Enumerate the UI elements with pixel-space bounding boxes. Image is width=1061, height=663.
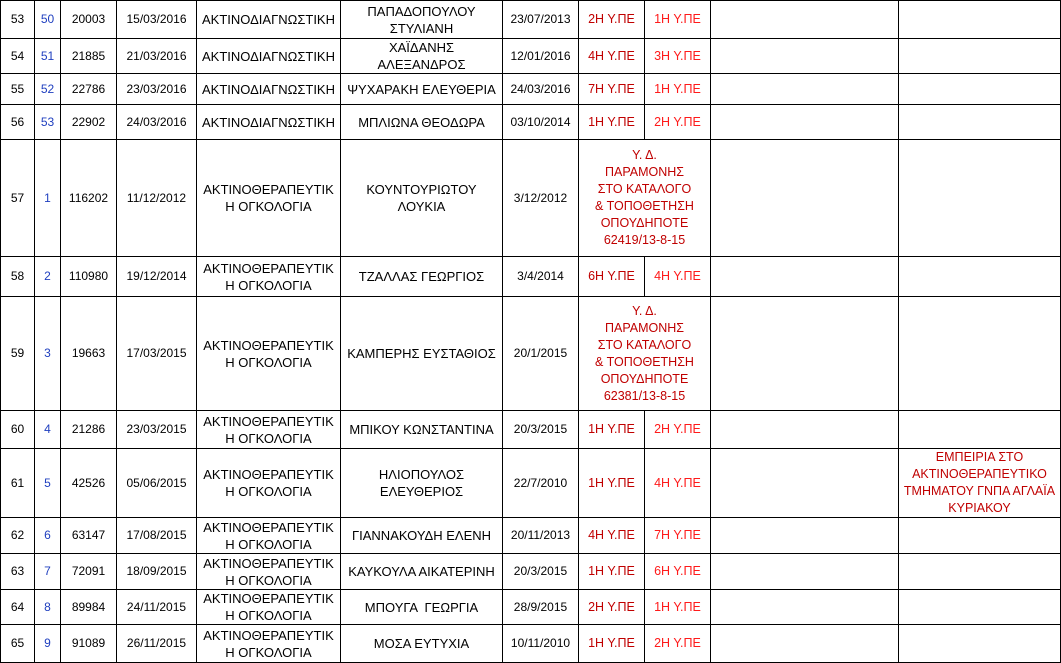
- row-number: 61: [1, 449, 35, 518]
- specialty: ΑΚΤΙΝΟΘΕΡΑΠΕΥΤΙΚ Η ΟΓΚΟΛΟΓΙΑ: [197, 554, 341, 590]
- choice-1: 1Η Υ.ΠΕ: [579, 554, 645, 590]
- empty-cell: [899, 590, 1061, 625]
- specialty-date: 20/3/2015: [503, 411, 579, 449]
- table-row: [1, 39, 1061, 74]
- candidate-name: ΓΙΑΝΝΑΚΟΥΔΗ ΕΛΕΝΗ: [341, 518, 503, 554]
- choice-2: 1Η Υ.ΠΕ: [645, 1, 711, 39]
- empty-cell: [899, 411, 1061, 449]
- choice-2: 6Η Υ.ΠΕ: [645, 554, 711, 590]
- row-number: 65: [1, 625, 35, 663]
- protocol-number: 21885: [61, 39, 117, 74]
- specialty-date: 24/03/2016: [503, 74, 579, 105]
- candidate-name: ΜΟΣΑ ΕΥΤΥΧΙΑ: [341, 625, 503, 663]
- choice-2: 4Η Υ.ΠΕ: [645, 257, 711, 297]
- row-number: 60: [1, 411, 35, 449]
- specialty: ΑΚΤΙΝΟΘΕΡΑΠΕΥΤΙΚ Η ΟΓΚΟΛΟΓΙΑ: [197, 411, 341, 449]
- choice-1: 4Η Υ.ΠΕ: [579, 518, 645, 554]
- empty-cell: [899, 74, 1061, 105]
- candidate-name: ΚΟΥΝΤΟΥΡΙΩΤΟΥ ΛΟΥΚΙΑ: [341, 140, 503, 257]
- candidate-name: ΜΠΙΚΟΥ ΚΩΝΣΤΑΝΤΙΝΑ: [341, 411, 503, 449]
- choice-1: 1Η Υ.ΠΕ: [579, 411, 645, 449]
- candidate-name: ΤΖΑΛΛΑΣ ΓΕΩΡΓΙΟΣ: [341, 257, 503, 297]
- specialty: ΑΚΤΙΝΟΔΙΑΓΝΩΣΤΙΚΗ: [197, 1, 341, 39]
- choice-2: 2Η Υ.ΠΕ: [645, 105, 711, 140]
- rank-index: 52: [35, 74, 61, 105]
- choice-1: 2Η Υ.ΠΕ: [579, 1, 645, 39]
- protocol-number: 63147: [61, 518, 117, 554]
- empty-cell: [711, 625, 899, 663]
- row-number: 63: [1, 554, 35, 590]
- application-date: 11/12/2012: [117, 140, 197, 257]
- application-date: 17/03/2015: [117, 297, 197, 411]
- protocol-number: 22902: [61, 105, 117, 140]
- empty-cell: [711, 590, 899, 625]
- protocol-number: 89984: [61, 590, 117, 625]
- rank-index: 6: [35, 518, 61, 554]
- protocol-number: 110980: [61, 257, 117, 297]
- choice-2: 1Η Υ.ΠΕ: [645, 590, 711, 625]
- rank-index: 1: [35, 140, 61, 257]
- application-date: 23/03/2016: [117, 74, 197, 105]
- application-date: 18/09/2015: [117, 554, 197, 590]
- empty-cell: [711, 297, 899, 411]
- specialty-date: 03/10/2014: [503, 105, 579, 140]
- rank-index: 53: [35, 105, 61, 140]
- row-number: 64: [1, 590, 35, 625]
- specialty-date: 10/11/2010: [503, 625, 579, 663]
- row-number: 55: [1, 74, 35, 105]
- specialty-date: 22/7/2010: [503, 449, 579, 518]
- protocol-number: 21286: [61, 411, 117, 449]
- table-row: [1, 625, 1061, 663]
- rank-index: 51: [35, 39, 61, 74]
- specialty-date: 23/07/2013: [503, 1, 579, 39]
- empty-cell: [711, 411, 899, 449]
- choice-1: 1Η Υ.ΠΕ: [579, 449, 645, 518]
- empty-cell: [711, 257, 899, 297]
- table-row: [1, 297, 1061, 411]
- protocol-number: 22786: [61, 74, 117, 105]
- empty-cell: [899, 257, 1061, 297]
- candidate-name: ΗΛΙΟΠΟΥΛΟΣ ΕΛΕΥΘΕΡΙΟΣ: [341, 449, 503, 518]
- specialty-date: 20/1/2015: [503, 297, 579, 411]
- specialty: ΑΚΤΙΝΟΘΕΡΑΠΕΥΤΙΚ Η ΟΓΚΟΛΟΓΙΑ: [197, 140, 341, 257]
- application-date: 24/11/2015: [117, 590, 197, 625]
- table-row: [1, 590, 1061, 625]
- empty-cell: [711, 554, 899, 590]
- protocol-number: 116202: [61, 140, 117, 257]
- rank-index: 7: [35, 554, 61, 590]
- empty-cell: [899, 554, 1061, 590]
- empty-cell: [899, 625, 1061, 663]
- specialty: ΑΚΤΙΝΟΘΕΡΑΠΕΥΤΙΚ Η ΟΓΚΟΛΟΓΙΑ: [197, 297, 341, 411]
- rank-index: 4: [35, 411, 61, 449]
- specialty: ΑΚΤΙΝΟΘΕΡΑΠΕΥΤΙΚ Η ΟΓΚΟΛΟΓΙΑ: [197, 590, 341, 625]
- empty-cell: [711, 518, 899, 554]
- table-row: [1, 257, 1061, 297]
- specialty-date: 20/11/2013: [503, 518, 579, 554]
- candidate-name: ΧΑΪΔΑΝΗΣ ΑΛΕΞΑΝΔΡΟΣ: [341, 39, 503, 74]
- table-row: [1, 140, 1061, 257]
- application-date: 19/12/2014: [117, 257, 197, 297]
- specialty: ΑΚΤΙΝΟΔΙΑΓΝΩΣΤΙΚΗ: [197, 39, 341, 74]
- application-date: 05/06/2015: [117, 449, 197, 518]
- table-row: [1, 411, 1061, 449]
- empty-cell: [899, 39, 1061, 74]
- candidate-name: ΠΑΠΑΔΟΠΟΥΛΟΥ ΣΤΥΛΙΑΝΗ: [341, 1, 503, 39]
- application-date: 26/11/2015: [117, 625, 197, 663]
- empty-cell: [711, 74, 899, 105]
- table-row: [1, 518, 1061, 554]
- empty-cell: [711, 449, 899, 518]
- rank-index: 9: [35, 625, 61, 663]
- protocol-number: 72091: [61, 554, 117, 590]
- choice-2: 1Η Υ.ΠΕ: [645, 74, 711, 105]
- experience-note: ΕΜΠΕΙΡΙΑ ΣΤΟ ΑΚΤΙΝΟΘΕΡΑΠΕΥΤΙΚΟ ΤΜΗΜΑΤΟΥ ΓΝΠΑ ΑΓΛΑΪΑ ΚΥΡΙΑΚΟΥ: [899, 449, 1061, 518]
- row-number: 53: [1, 1, 35, 39]
- protocol-number: 20003: [61, 1, 117, 39]
- choice-2: 2Η Υ.ΠΕ: [645, 625, 711, 663]
- empty-cell: [711, 105, 899, 140]
- empty-cell: [899, 1, 1061, 39]
- specialty: ΑΚΤΙΝΟΔΙΑΓΝΩΣΤΙΚΗ: [197, 74, 341, 105]
- choice-1: 4Η Υ.ΠΕ: [579, 39, 645, 74]
- candidate-name: ΜΠΟΥΓΑ ΓΕΩΡΓΙΑ: [341, 590, 503, 625]
- rank-index: 3: [35, 297, 61, 411]
- rank-index: 2: [35, 257, 61, 297]
- application-date: 17/08/2015: [117, 518, 197, 554]
- row-number: 58: [1, 257, 35, 297]
- choice-1: 1Η Υ.ΠΕ: [579, 105, 645, 140]
- specialty-date: 20/3/2015: [503, 554, 579, 590]
- table-row: [1, 105, 1061, 140]
- choice-1: 1Η Υ.ΠΕ: [579, 625, 645, 663]
- specialty-date: 12/01/2016: [503, 39, 579, 74]
- row-number: 56: [1, 105, 35, 140]
- protocol-number: 42526: [61, 449, 117, 518]
- empty-cell: [899, 105, 1061, 140]
- application-date: 23/03/2015: [117, 411, 197, 449]
- application-date: 24/03/2016: [117, 105, 197, 140]
- candidate-name: ΚΑΜΠΕΡΗΣ ΕΥΣΤΑΘΙΟΣ: [341, 297, 503, 411]
- specialty-date: 3/12/2012: [503, 140, 579, 257]
- specialty-date: 3/4/2014: [503, 257, 579, 297]
- candidate-name: ΚΑΥΚΟΥΛΑ ΑΙΚΑΤΕΡΙΝΗ: [341, 554, 503, 590]
- choice-1: 7Η Υ.ΠΕ: [579, 74, 645, 105]
- empty-cell: [711, 39, 899, 74]
- status-note: Υ. Δ. ΠΑΡΑΜΟΝΗΣ ΣΤΟ ΚΑΤΑΛΟΓΟ & ΤΟΠΟΘΕΤΗΣΗ ΟΠΟΥΔΗΠΟΤΕ 62419/13-8-15: [579, 140, 711, 257]
- table-row: [1, 74, 1061, 105]
- empty-cell: [711, 1, 899, 39]
- choice-1: 2Η Υ.ΠΕ: [579, 590, 645, 625]
- rank-index: 50: [35, 1, 61, 39]
- application-date: 15/03/2016: [117, 1, 197, 39]
- choice-2: 4Η Υ.ΠΕ: [645, 449, 711, 518]
- choice-2: 2Η Υ.ΠΕ: [645, 411, 711, 449]
- specialty-date: 28/9/2015: [503, 590, 579, 625]
- row-number: 54: [1, 39, 35, 74]
- empty-cell: [899, 297, 1061, 411]
- table-row: [1, 554, 1061, 590]
- empty-cell: [711, 140, 899, 257]
- specialty: ΑΚΤΙΝΟΘΕΡΑΠΕΥΤΙΚ Η ΟΓΚΟΛΟΓΙΑ: [197, 518, 341, 554]
- application-date: 21/03/2016: [117, 39, 197, 74]
- row-number: 57: [1, 140, 35, 257]
- rank-index: 8: [35, 590, 61, 625]
- empty-cell: [899, 140, 1061, 257]
- specialty: ΑΚΤΙΝΟΔΙΑΓΝΩΣΤΙΚΗ: [197, 105, 341, 140]
- table-row: [1, 449, 1061, 518]
- empty-cell: [899, 518, 1061, 554]
- choice-2: 7Η Υ.ΠΕ: [645, 518, 711, 554]
- row-number: 59: [1, 297, 35, 411]
- status-note: Υ. Δ. ΠΑΡΑΜΟΝΗΣ ΣΤΟ ΚΑΤΑΛΟΓΟ & ΤΟΠΟΘΕΤΗΣΗ ΟΠΟΥΔΗΠΟΤΕ 62381/13-8-15: [579, 297, 711, 411]
- candidate-name: ΨΥΧΑΡΑΚΗ ΕΛΕΥΘΕΡΙΑ: [341, 74, 503, 105]
- protocol-number: 19663: [61, 297, 117, 411]
- specialty: ΑΚΤΙΝΟΘΕΡΑΠΕΥΤΙΚ Η ΟΓΚΟΛΟΓΙΑ: [197, 625, 341, 663]
- specialty: ΑΚΤΙΝΟΘΕΡΑΠΕΥΤΙΚ Η ΟΓΚΟΛΟΓΙΑ: [197, 257, 341, 297]
- candidate-name: ΜΠΛΙΩΝΑ ΘΕΟΔΩΡΑ: [341, 105, 503, 140]
- protocol-number: 91089: [61, 625, 117, 663]
- choice-2: 3Η Υ.ΠΕ: [645, 39, 711, 74]
- row-number: 62: [1, 518, 35, 554]
- specialty: ΑΚΤΙΝΟΘΕΡΑΠΕΥΤΙΚ Η ΟΓΚΟΛΟΓΙΑ: [197, 449, 341, 518]
- choice-1: 6Η Υ.ΠΕ: [579, 257, 645, 297]
- rank-index: 5: [35, 449, 61, 518]
- table-row: [1, 1, 1061, 39]
